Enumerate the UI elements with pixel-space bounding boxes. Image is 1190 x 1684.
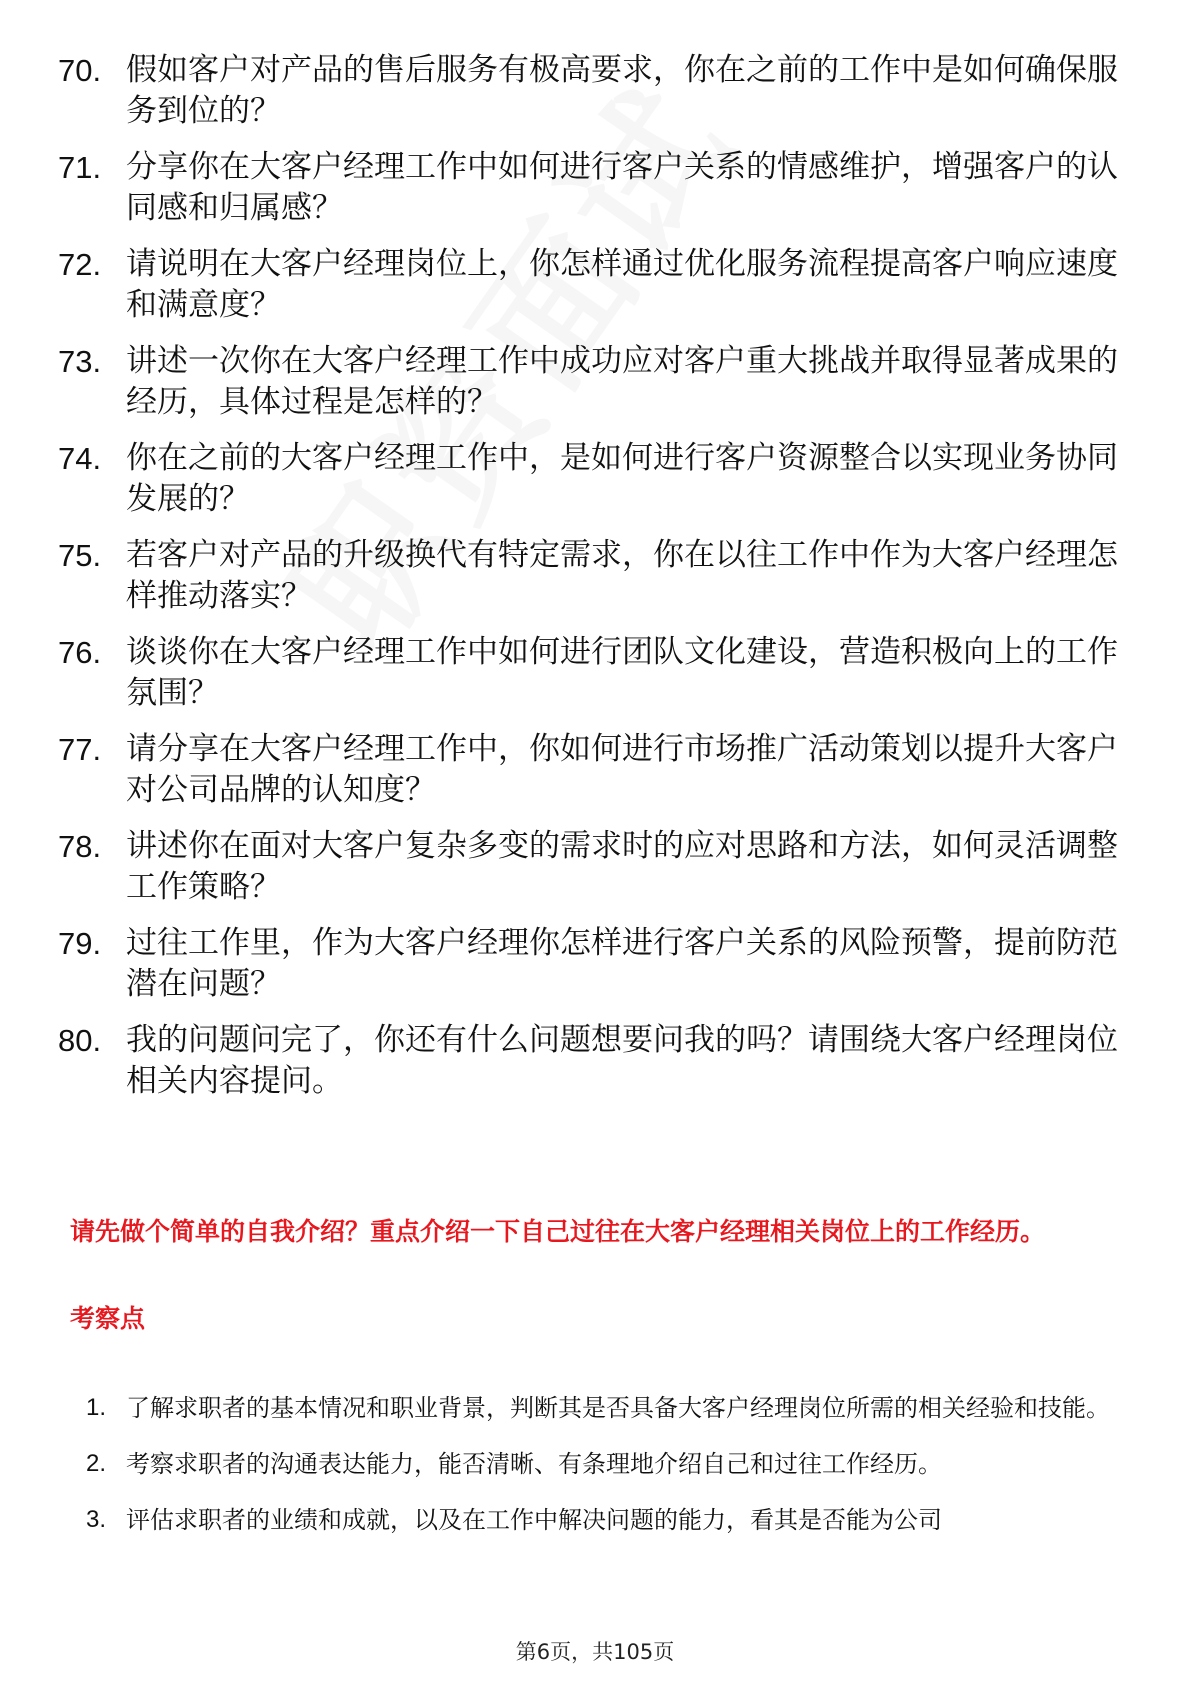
question-text: 讲述你在面对大客户复杂多变的需求时的应对思路和方法，如何灵活调整工作策略？ <box>126 828 1118 905</box>
question-text: 你在之前的大客户经理工作中，是如何进行客户资源整合以实现业务协同发展的？ <box>126 440 1118 517</box>
point-number: 3. <box>86 1506 107 1533</box>
intro-question-heading: 请先做个简单的自我介绍？重点介绍一下自己过往在大客户经理相关岗位上的工作经历。 <box>70 1217 1046 1246</box>
question-number: 73. <box>58 344 102 379</box>
question-text: 讲述一次你在大客户经理工作中成功应对客户重大挑战并取得显著成果的经历，具体过程是怎样的？ <box>126 343 1118 420</box>
question-list <box>58 50 1128 1117</box>
question-item <box>58 341 1128 423</box>
question-number: 72. <box>58 247 102 282</box>
question-item <box>58 50 1128 132</box>
question-item <box>58 826 1128 908</box>
question-number: 76. <box>58 635 102 670</box>
question-number: 75. <box>58 538 102 573</box>
question-number: 71. <box>58 150 102 185</box>
question-text: 请分享在大客户经理工作中，你如何进行市场推广活动策划以提升大客户对公司品牌的认知度？ <box>126 731 1118 808</box>
question-text: 我的问题问完了，你还有什么问题想要问我的吗？请围绕大客户经理岗位相关内容提问。 <box>126 1022 1118 1099</box>
point-number: 2. <box>86 1450 107 1477</box>
question-number: 79. <box>58 926 102 961</box>
question-number: 78. <box>58 829 102 864</box>
question-number: 74. <box>58 441 102 476</box>
question-number: 70. <box>58 53 102 88</box>
question-text: 假如客户对产品的售后服务有极高要求，你在之前的工作中是如何确保服务到位的？ <box>126 52 1118 129</box>
assessment-point <box>86 1492 1126 1548</box>
question-text: 分享你在大客户经理工作中如何进行客户关系的情感维护，增强客户的认同感和归属感？ <box>126 149 1118 226</box>
assessment-point <box>86 1436 1126 1492</box>
question-text: 过往工作里，作为大客户经理你怎样进行客户关系的风险预警，提前防范潜在问题？ <box>126 925 1118 1002</box>
assessment-point <box>86 1380 1126 1436</box>
question-number: 77. <box>58 732 102 767</box>
question-item <box>58 535 1128 617</box>
assessment-points-label: 考察点 <box>70 1304 146 1333</box>
point-text: 考察求职者的沟通表达能力，能否清晰、有条理地介绍自己和过往工作经历。 <box>126 1450 942 1478</box>
point-text: 了解求职者的基本情况和职业背景，判断其是否具备大客户经理岗位所需的相关经验和技能。 <box>126 1394 1110 1422</box>
page-footer: 第6页，共105页 <box>515 1640 675 1664</box>
assessment-points-list <box>86 1380 1126 1548</box>
point-text: 评估求职者的业绩和成就，以及在工作中解决问题的能力，看其是否能为公司 <box>126 1506 942 1534</box>
question-item <box>58 244 1128 326</box>
question-number: 80. <box>58 1023 102 1058</box>
question-item <box>58 438 1128 520</box>
question-item <box>58 632 1128 714</box>
question-item <box>58 729 1128 811</box>
question-item <box>58 1020 1128 1102</box>
question-item <box>58 923 1128 1005</box>
point-number: 1. <box>86 1394 107 1421</box>
question-text: 请说明在大客户经理岗位上，你怎样通过优化服务流程提高客户响应速度和满意度？ <box>126 246 1118 323</box>
question-text: 若客户对产品的升级换代有特定需求，你在以往工作中作为大客户经理怎样推动落实？ <box>126 537 1118 614</box>
question-text: 谈谈你在大客户经理工作中如何进行团队文化建设，营造积极向上的工作氛围？ <box>126 634 1118 711</box>
question-item <box>58 147 1128 229</box>
